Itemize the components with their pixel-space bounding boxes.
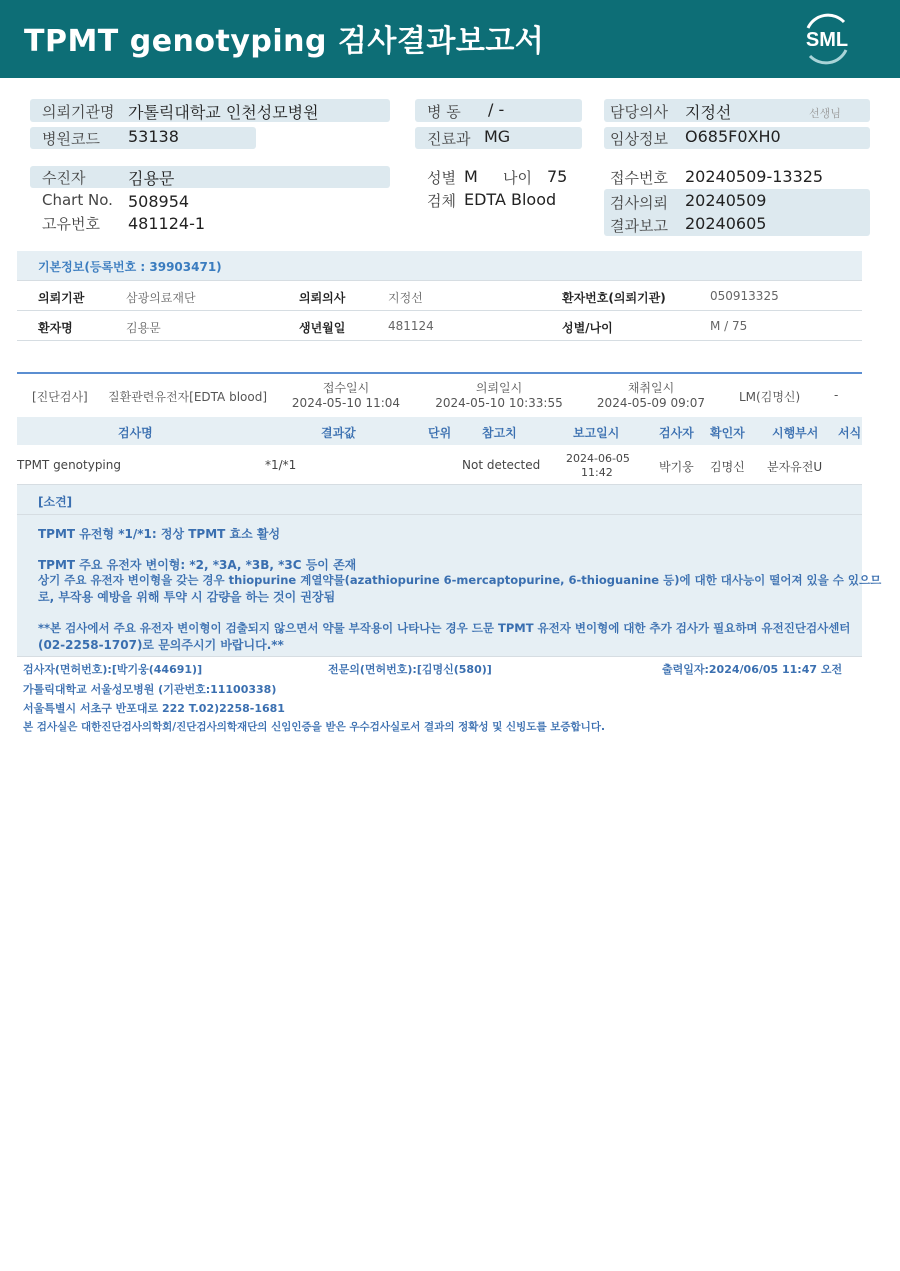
doctor-label: 담당의사 bbox=[610, 103, 668, 121]
bi-birth-label: 생년월일 bbox=[299, 321, 346, 335]
divider bbox=[17, 280, 862, 281]
row-department: 분자유전U bbox=[767, 460, 823, 474]
request-time: 2024-05-10 10:33:55 bbox=[435, 396, 563, 410]
test-request-value: 20240509 bbox=[685, 191, 767, 210]
institution-label: 의뢰기관명 bbox=[42, 103, 115, 121]
test-group: 질환관련유전자[EDTA blood] bbox=[108, 390, 268, 404]
unique-no-label: 고유번호 bbox=[42, 215, 100, 233]
report-title: TPMT genotyping 검사결과보고서 bbox=[24, 24, 545, 59]
row-tester: 박기웅 bbox=[659, 460, 694, 474]
bi-req-doctor-value: 지정선 bbox=[388, 291, 423, 305]
bi-sex-age-value: M / 75 bbox=[710, 319, 748, 333]
result-report-value: 20240605 bbox=[685, 214, 767, 233]
collection-time-label: 채취일시 bbox=[627, 381, 675, 395]
row-test-name: TPMT genotyping bbox=[17, 458, 121, 472]
footer-address: 서울특별시 서초구 반포대로 222 T.02)2258-1681 bbox=[23, 702, 285, 715]
col-tester: 검사자 bbox=[659, 426, 694, 440]
divider bbox=[17, 656, 862, 657]
opinion-title: [소견] bbox=[38, 495, 73, 509]
ward-value: / - bbox=[488, 100, 505, 119]
col-result: 결과값 bbox=[321, 426, 356, 440]
row-result: *1/*1 bbox=[265, 458, 297, 472]
summary-dash: - bbox=[834, 388, 839, 402]
bi-patient-no-label: 환자번호(의뢰기관) bbox=[562, 291, 666, 305]
footer-institution: 가톨릭대학교 서울성모병원 (기관번호:11100338) bbox=[23, 683, 277, 696]
collection-time: 2024-05-09 09:07 bbox=[596, 396, 706, 410]
col-test-name: 검사명 bbox=[118, 426, 153, 440]
sex-label: 성별 bbox=[427, 169, 456, 187]
examinee-value: 김용문 bbox=[128, 169, 175, 188]
test-request-label: 검사의뢰 bbox=[610, 194, 668, 212]
unique-no-value: 481124-1 bbox=[128, 214, 206, 233]
col-form: 서식 bbox=[838, 426, 862, 440]
hospital-code-value: 53138 bbox=[128, 127, 179, 146]
row-reference: Not detected bbox=[462, 458, 541, 472]
row-report-date: 2024-06-05 bbox=[566, 452, 630, 465]
divider bbox=[17, 310, 862, 311]
footer-print-date: 출력일자:2024/06/05 11:47 오전 bbox=[662, 663, 843, 676]
footer-certification: 본 검사실은 대한진단검사의학회/진단검사의학재단의 신임인증을 받은 우수검사실로서 결과의 정확성 및 신빙도를 보증합니다. bbox=[23, 721, 605, 733]
opinion-line: 상기 주요 유전자 변이형을 갖는 경우 thiopurine 계열약물(azathiopurine 6-mercaptopurine, 6-thioguanine 등)에 대한 대사능이 떨어져 있을 수 있으므 bbox=[38, 573, 882, 587]
row-report-time: 11:42 bbox=[581, 466, 613, 479]
institution-value: 가톨릭대학교 인천성모병원 bbox=[128, 103, 319, 122]
col-department: 시행부서 bbox=[772, 426, 819, 440]
opinion-line: (02-2258-1707)로 문의주시기 바랍니다.** bbox=[38, 638, 284, 652]
footer-tester: 검사자(면허번호):[박기웅(44691)] bbox=[23, 663, 203, 676]
chart-no-value: 508954 bbox=[128, 192, 190, 211]
request-time-label: 의뢰일시 bbox=[475, 381, 523, 395]
divider bbox=[17, 340, 862, 341]
opinion-line: TPMT 주요 유전자 변이형: *2, *3A, *3B, *3C 등이 존재 bbox=[38, 558, 357, 572]
divider bbox=[17, 514, 862, 515]
age-label: 나이 bbox=[503, 169, 532, 187]
test-category: [진단검사] bbox=[32, 390, 88, 404]
ward-label: 병 동 bbox=[427, 103, 461, 121]
bi-birth-value: 481124 bbox=[388, 319, 434, 333]
col-unit: 단위 bbox=[428, 426, 452, 440]
row-confirmer: 김명신 bbox=[710, 460, 745, 474]
report-header bbox=[0, 0, 900, 78]
divider bbox=[17, 484, 862, 485]
sml-logo-icon bbox=[798, 12, 856, 66]
bi-req-doctor-label: 의뢰의사 bbox=[299, 291, 346, 305]
doctor-suffix: 선생님 bbox=[809, 107, 841, 120]
examinee-label: 수진자 bbox=[42, 169, 86, 187]
receipt-no-label: 접수번호 bbox=[610, 169, 668, 187]
department-label: 진료과 bbox=[427, 130, 471, 148]
col-report-date: 보고일시 bbox=[573, 426, 620, 440]
col-reference: 참고치 bbox=[482, 426, 517, 440]
bi-patient-name-value: 김용문 bbox=[126, 321, 161, 335]
sex-value: M bbox=[464, 167, 478, 186]
opinion-line: 로, 부작용 예방을 위해 투약 시 감량을 하는 것이 권장됨 bbox=[38, 590, 336, 604]
lm-value: LM(김명신) bbox=[739, 390, 801, 404]
basic-info-title: 기본정보(등록번호 : 39903471) bbox=[38, 260, 222, 274]
receipt-time: 2024-05-10 11:04 bbox=[291, 396, 401, 410]
age-value: 75 bbox=[547, 167, 568, 186]
result-report-label: 결과보고 bbox=[610, 217, 668, 235]
specimen-label: 검체 bbox=[427, 192, 456, 210]
opinion-line: TPMT 유전형 *1/*1: 정상 TPMT 효소 활성 bbox=[38, 527, 281, 541]
receipt-time-label: 접수일시 bbox=[322, 381, 370, 395]
doctor-value: 지정선 bbox=[685, 103, 732, 122]
bi-institution-value: 삼광의료재단 bbox=[126, 291, 196, 305]
bi-institution-label: 의뢰기관 bbox=[38, 291, 85, 305]
department-value: MG bbox=[484, 127, 511, 146]
summary-top-border bbox=[17, 372, 862, 374]
bi-patient-no-value: 050913325 bbox=[710, 289, 779, 303]
clinical-info-label: 임상정보 bbox=[610, 130, 668, 148]
opinion-line: **본 검사에서 주요 유전자 변이형이 검출되지 않으면서 약물 부작용이 나타나는 경우 드문 TPMT 유전자 변이형에 대한 추가 검사가 필요하며 유전진단검사센터 bbox=[38, 621, 851, 635]
specimen-value: EDTA Blood bbox=[464, 190, 557, 209]
bi-patient-name-label: 환자명 bbox=[38, 321, 73, 335]
chart-no-label: Chart No. bbox=[42, 191, 113, 209]
receipt-no-value: 20240509-13325 bbox=[685, 167, 824, 186]
hospital-code-label: 병원코드 bbox=[42, 130, 100, 148]
col-confirmer: 확인자 bbox=[710, 426, 745, 440]
clinical-info-value: O685F0XH0 bbox=[685, 127, 781, 146]
bi-sex-age-label: 성별/나이 bbox=[562, 321, 613, 335]
svg-text:SML: SML bbox=[805, 29, 849, 51]
footer-specialist: 전문의(면허번호):[김명신(580)] bbox=[328, 663, 492, 676]
